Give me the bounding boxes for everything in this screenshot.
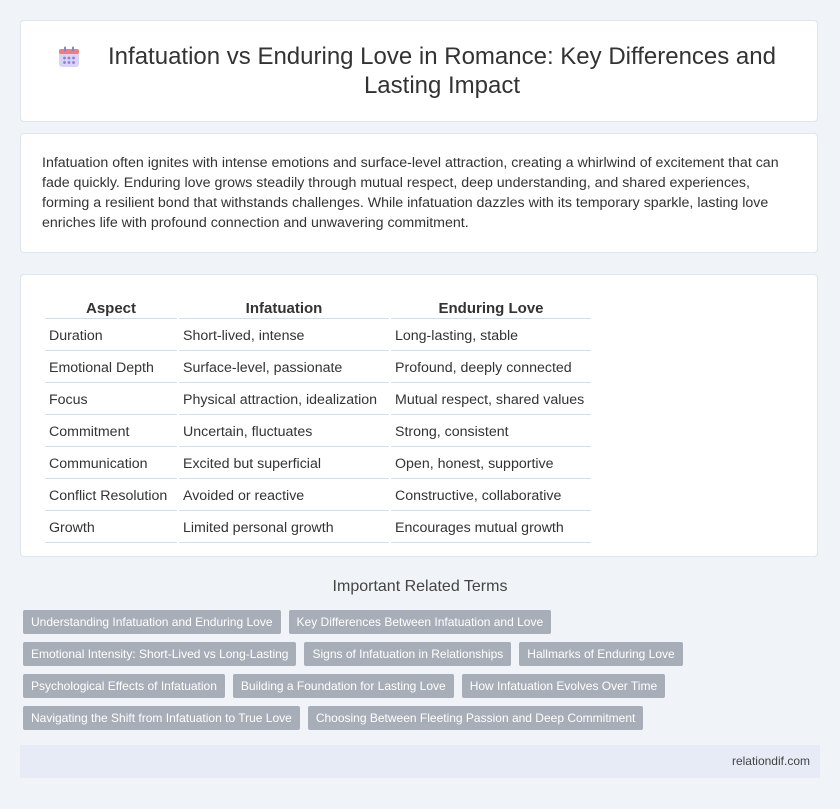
- cell-aspect: Emotional Depth: [45, 353, 177, 383]
- comparison-table: [43, 295, 593, 545]
- header-card: [20, 20, 818, 122]
- related-term-tag[interactable]: Understanding Infatuation and Enduring Love: [23, 610, 281, 634]
- cell-aspect: Communication: [45, 449, 177, 479]
- cell-enduring-love: Mutual respect, shared values: [391, 385, 591, 415]
- intro-card: [20, 133, 818, 253]
- header-aspect: Aspect: [45, 297, 177, 319]
- header-enduring-love: Enduring Love: [391, 297, 591, 319]
- cell-infatuation: Avoided or reactive: [179, 481, 389, 511]
- table-row: [45, 449, 591, 479]
- cell-aspect: Commitment: [45, 417, 177, 447]
- table-row: [45, 513, 591, 543]
- table-row: [45, 385, 591, 415]
- cell-enduring-love: Constructive, collaborative: [391, 481, 591, 511]
- table-row: [45, 321, 591, 351]
- cell-enduring-love: Encourages mutual growth: [391, 513, 591, 543]
- table-row: [45, 353, 591, 383]
- related-terms-list: [23, 610, 813, 730]
- related-term-tag[interactable]: Signs of Infatuation in Relationships: [304, 642, 511, 666]
- cell-infatuation: Surface-level, passionate: [179, 353, 389, 383]
- related-term-tag[interactable]: Navigating the Shift from Infatuation to True Love: [23, 706, 300, 730]
- page-title: Infatuation vs Enduring Love in Romance: Key Differences and Lasting Impact: [108, 43, 776, 99]
- table-row: [45, 481, 591, 511]
- cell-aspect: Duration: [45, 321, 177, 351]
- site-link[interactable]: relationdif.com: [731, 754, 810, 768]
- calendar-grid-icon: [56, 44, 82, 70]
- cell-infatuation: Physical attraction, idealization: [179, 385, 389, 415]
- related-term-tag[interactable]: Emotional Intensity: Short-Lived vs Long-Lasting: [23, 642, 296, 666]
- intro-paragraph: Infatuation often ignites with intense emotions and surface-level attraction, creating a whirlwind of excitement that can fade quickly. Enduring love grows steadily through mutual respect, deep understanding, and shared experiences, forming a resilient bond that withstands challenges. While infatuation dazzles with its temporary sparkle, lasting love enriches life with profound connection and unwavering commitment.: [42, 155, 779, 231]
- cell-enduring-love: Profound, deeply connected: [391, 353, 591, 383]
- cell-infatuation: Excited but superficial: [179, 449, 389, 479]
- cell-enduring-love: Open, honest, supportive: [391, 449, 591, 479]
- header-infatuation: Infatuation: [179, 297, 389, 319]
- table-row: [45, 417, 591, 447]
- related-term-tag[interactable]: Psychological Effects of Infatuation: [23, 674, 225, 698]
- cell-infatuation: Limited personal growth: [179, 513, 389, 543]
- cell-enduring-love: Long-lasting, stable: [391, 321, 591, 351]
- cell-aspect: Growth: [45, 513, 177, 543]
- table-header-row: [45, 297, 591, 319]
- footer-bar: [20, 745, 820, 778]
- cell-infatuation: Uncertain, fluctuates: [179, 417, 389, 447]
- cell-enduring-love: Strong, consistent: [391, 417, 591, 447]
- cell-aspect: Focus: [45, 385, 177, 415]
- cell-aspect: Conflict Resolution: [45, 481, 177, 511]
- comparison-card: [20, 274, 818, 557]
- related-term-tag[interactable]: How Infatuation Evolves Over Time: [462, 674, 665, 698]
- related-term-tag[interactable]: Building a Foundation for Lasting Love: [233, 674, 454, 698]
- related-terms-title: Important Related Terms: [332, 578, 508, 595]
- related-term-tag[interactable]: Hallmarks of Enduring Love: [519, 642, 682, 666]
- related-term-tag[interactable]: Key Differences Between Infatuation and Love: [289, 610, 552, 634]
- related-term-tag[interactable]: Choosing Between Fleeting Passion and Deep Commitment: [308, 706, 644, 730]
- cell-infatuation: Short-lived, intense: [179, 321, 389, 351]
